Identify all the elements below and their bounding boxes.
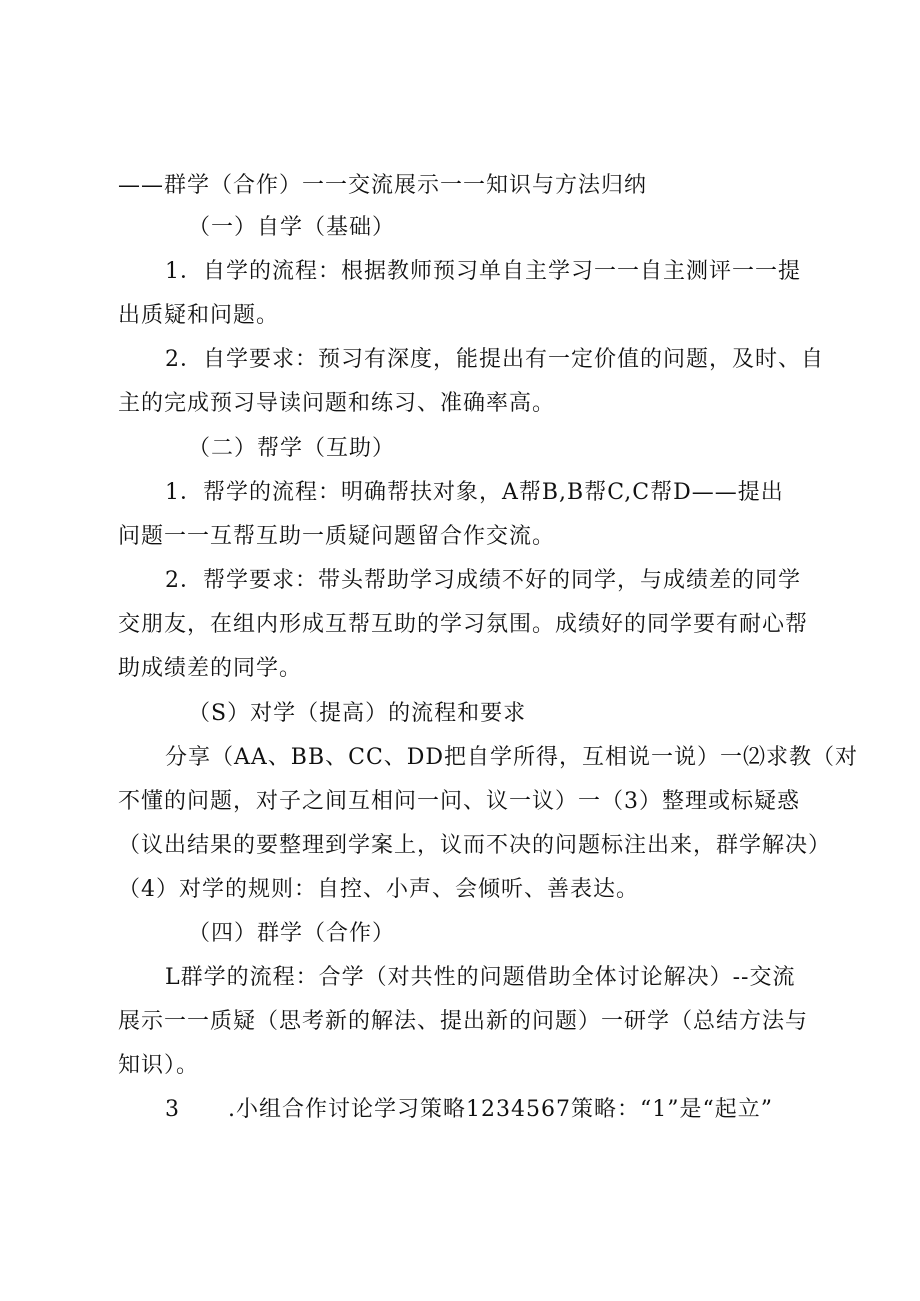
section-heading-pair-study: （S）对学（提高）的流程和要求 [188,701,527,726]
self-study-requirement-line-2: 主的完成预习导读问题和练习、准确率高。 [118,391,556,416]
self-study-process-line-2: 出质疑和问题。 [118,303,280,328]
pair-study-line-4: （4）对学的规则：自控、小声、会倾听、善表达。 [118,877,639,902]
self-study-process-line-1: 1．自学的流程：根据教师预习单自主学习一一自主测评一一提 [165,259,801,284]
help-study-process-line-1: 1．帮学的流程：明确帮扶对象，A帮B,B帮C,C帮D——提出 [165,480,784,505]
section-heading-help-study: （二）帮学（互助） [188,436,396,461]
help-study-requirement-line-2: 交朋友，在组内形成互帮互助的学习氛围。成绩好的同学要有耐心帮 [118,612,809,637]
group-study-line-2: 展示一一质疑（思考新的解法、提出新的问题）一研学（总结方法与 [118,1009,809,1034]
help-study-requirement-line-3: 助成绩差的同学。 [118,656,303,681]
help-study-requirement-line-1: 2．帮学要求：带头帮助学习成绩不好的同学，与成绩差的同学 [165,568,801,593]
section-heading-group-study: （四）群学（合作） [188,921,396,946]
pair-study-line-1: 分享（AA、BB、CC、DD把自学所得，互相说一说）一⑵求教（对 [165,745,859,770]
help-study-process-line-2: 问题一一互帮互助一质疑问题留合作交流。 [118,524,556,549]
item-number-3: 3 [165,1097,180,1122]
intro-line: ——群学（合作）一一交流展示一一知识与方法归纳 [118,173,648,198]
group-study-line-3: 知识）。 [118,1053,200,1078]
section-heading-self-study: （一）自学（基础） [188,215,396,240]
group-discussion-strategy-line: .小组合作讨论学习策略1234567策略：“1”是“起立” [228,1097,773,1122]
self-study-requirement-line-1: 2．自学要求：预习有深度，能提出有一定价值的问题，及时、自 [165,347,824,372]
group-study-line-1: L群学的流程：合学（对共性的问题借助全体讨论解决）--交流 [165,965,796,990]
pair-study-line-3: （议出结果的要整理到学案上，议而不决的问题标注出来，群学解决） [118,833,832,858]
pair-study-line-2: 不懂的问题，对子之间互相问一问、议一议）一（3）整理或标疑惑 [118,789,800,814]
